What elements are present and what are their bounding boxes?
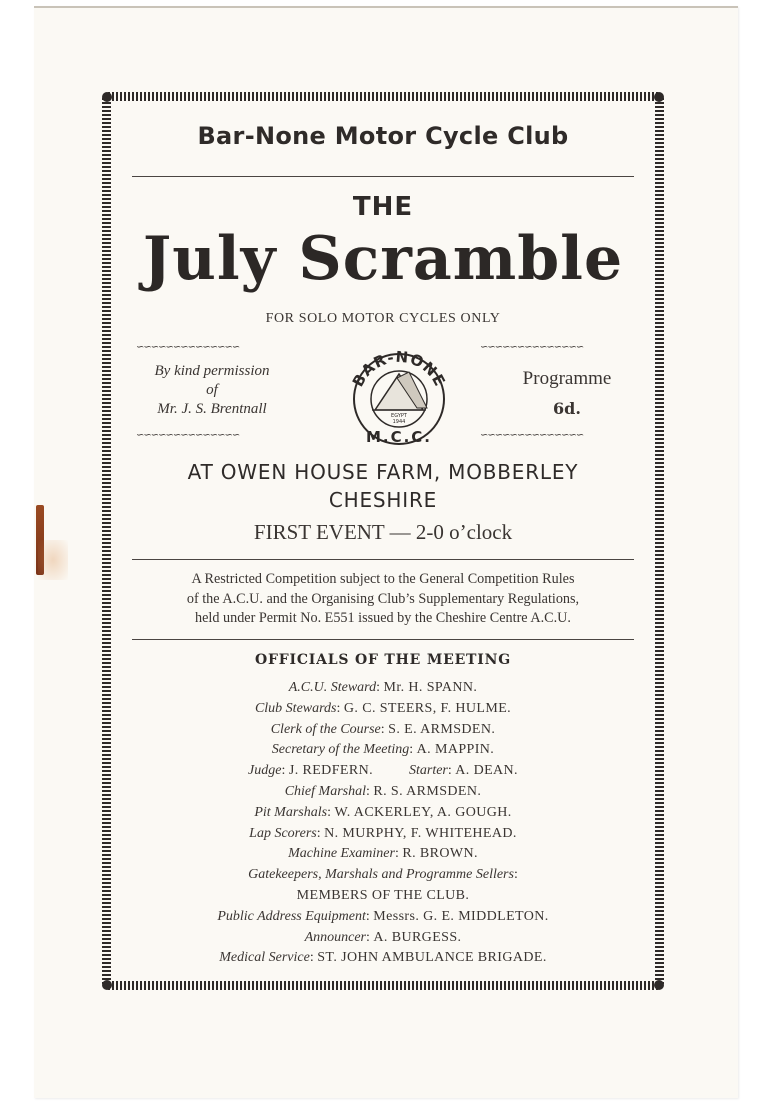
- official-row: [122, 907, 644, 928]
- official-name: R. S. ARMSDEN.: [373, 783, 482, 799]
- official-name: MEMBERS OF THE CLUB.: [296, 887, 470, 903]
- notice-line: A Restricted Competition subject to the General Competition Rules: [191, 571, 575, 587]
- separator: :: [281, 763, 289, 779]
- official-role: Starter: [408, 763, 448, 779]
- officials-list: [122, 678, 644, 969]
- official-row: [122, 803, 644, 824]
- official-name: G. C. STEERS, F. HULME.: [343, 700, 512, 716]
- official-role: Judge: [248, 763, 282, 779]
- divider: [132, 639, 634, 640]
- corner-dot-icon: [654, 980, 664, 990]
- rust-stain-halo: [38, 540, 68, 580]
- official-row: [122, 720, 644, 741]
- separator: :: [365, 908, 374, 924]
- official-role: Medical Service: [219, 950, 310, 966]
- official-name: W. ACKERLEY, A. GOUGH.: [334, 804, 512, 820]
- separator: :: [513, 867, 518, 883]
- official-role: Announcer: [304, 929, 366, 945]
- venue: [122, 458, 644, 514]
- separator: :: [380, 721, 389, 737]
- first-event-time: FIRST EVENT — 2-0 o’clock: [253, 520, 513, 544]
- club-logo-icon: [345, 350, 453, 448]
- event-title: July Scramble: [142, 224, 624, 294]
- border-left: [102, 98, 111, 984]
- logo-top-text: BAR-NONE: [348, 350, 450, 390]
- logo-inner-text: EGYPT: [391, 413, 407, 419]
- separator: :: [327, 804, 335, 820]
- official-role: Public Address Equipment: [217, 908, 366, 924]
- permission-note: [132, 362, 292, 419]
- official-row: [122, 824, 644, 845]
- separator: :: [309, 950, 318, 966]
- logo-inner-year: 1944: [392, 419, 406, 425]
- ornament-swirl: ∽∽∽∽∽∽∽∽∽∽∽∽∽∽: [136, 430, 240, 441]
- venue-line: CHESHIRE: [328, 488, 438, 512]
- officials-heading: OFFICIALS OF THE MEETING: [255, 652, 511, 668]
- official-name: N. MURPHY, F. WHITEHEAD.: [324, 825, 517, 841]
- official-row: [122, 699, 644, 720]
- decorative-border-frame: [102, 92, 664, 990]
- official-name: R. BROWN.: [402, 846, 478, 862]
- official-name: J. REDFERN.: [288, 763, 373, 779]
- corner-dot-icon: [102, 92, 112, 102]
- venue-line: AT OWEN HOUSE FARM, MOBBERLEY: [187, 460, 579, 484]
- official-role: Club Stewards: [254, 700, 337, 716]
- event-subtitle: FOR SOLO MOTOR CYCLES ONLY: [265, 311, 501, 326]
- separator: :: [366, 929, 374, 945]
- official-row: [122, 928, 644, 949]
- separator: :: [409, 742, 417, 758]
- official-name: Mr. H. SPANN.: [383, 680, 478, 695]
- official-name: A. BURGESS.: [373, 929, 462, 945]
- corner-dot-icon: [102, 980, 112, 990]
- official-role: Lap Scorers: [249, 825, 317, 841]
- official-name: A. MAPPIN.: [416, 742, 495, 758]
- separator: :: [336, 700, 344, 716]
- price-value: 6d.: [553, 399, 581, 418]
- notice-line: of the A.C.U. and the Organising Club’s Supplementary Regulations,: [186, 590, 580, 607]
- divider: [132, 176, 634, 177]
- official-role: A.C.U. Steward: [288, 680, 377, 695]
- official-row: [122, 844, 644, 865]
- official-row: [122, 886, 644, 907]
- title-prefix: THE: [352, 192, 414, 222]
- separator: :: [376, 680, 384, 695]
- border-right: [655, 98, 664, 984]
- official-role: Clerk of the Course: [270, 721, 381, 737]
- competition-notice: [122, 570, 644, 629]
- corner-dot-icon: [654, 92, 664, 102]
- official-role: Machine Examiner: [288, 846, 395, 862]
- official-row: [122, 782, 644, 803]
- programme-price: [482, 364, 652, 424]
- official-name: Messrs. G. E. MIDDLETON.: [373, 908, 549, 924]
- divider: [132, 559, 634, 560]
- official-name: A. DEAN.: [455, 763, 518, 779]
- official-role: Gatekeepers, Marshals and Programme Sellers: [248, 867, 514, 883]
- permission-line: of: [206, 382, 218, 398]
- official-row: [122, 865, 644, 886]
- ornament-swirl: ∽∽∽∽∽∽∽∽∽∽∽∽∽∽: [480, 430, 584, 441]
- official-role: Chief Marshal: [284, 783, 366, 799]
- logo-bottom-text: M.C.C.: [365, 428, 433, 446]
- official-row: [122, 761, 644, 782]
- club-name: Bar-None Motor Cycle Club: [197, 122, 569, 150]
- notice-line: held under Permit No. E551 issued by the Cheshire Centre A.C.U.: [195, 610, 571, 626]
- official-row: [122, 678, 644, 699]
- official-name: S. E. ARMSDEN.: [388, 721, 496, 737]
- official-row: [122, 948, 644, 969]
- price-label: Programme: [522, 368, 612, 389]
- separator: :: [447, 763, 456, 779]
- official-role: Secretary of the Meeting: [271, 742, 410, 758]
- separator: :: [394, 846, 403, 862]
- permission-line: Mr. J. S. Brentnall: [157, 401, 267, 417]
- official-role: Pit Marshals: [254, 804, 328, 820]
- separator: :: [365, 783, 374, 799]
- official-name: ST. JOHN AMBULANCE BRIGADE.: [317, 950, 547, 966]
- separator: :: [316, 825, 325, 841]
- programme-content: [122, 92, 644, 990]
- official-row: [122, 740, 644, 761]
- ornament-swirl: ∽∽∽∽∽∽∽∽∽∽∽∽∽∽: [136, 342, 240, 353]
- ornament-swirl: ∽∽∽∽∽∽∽∽∽∽∽∽∽∽: [480, 342, 584, 353]
- permission-line: By kind permission: [154, 363, 270, 379]
